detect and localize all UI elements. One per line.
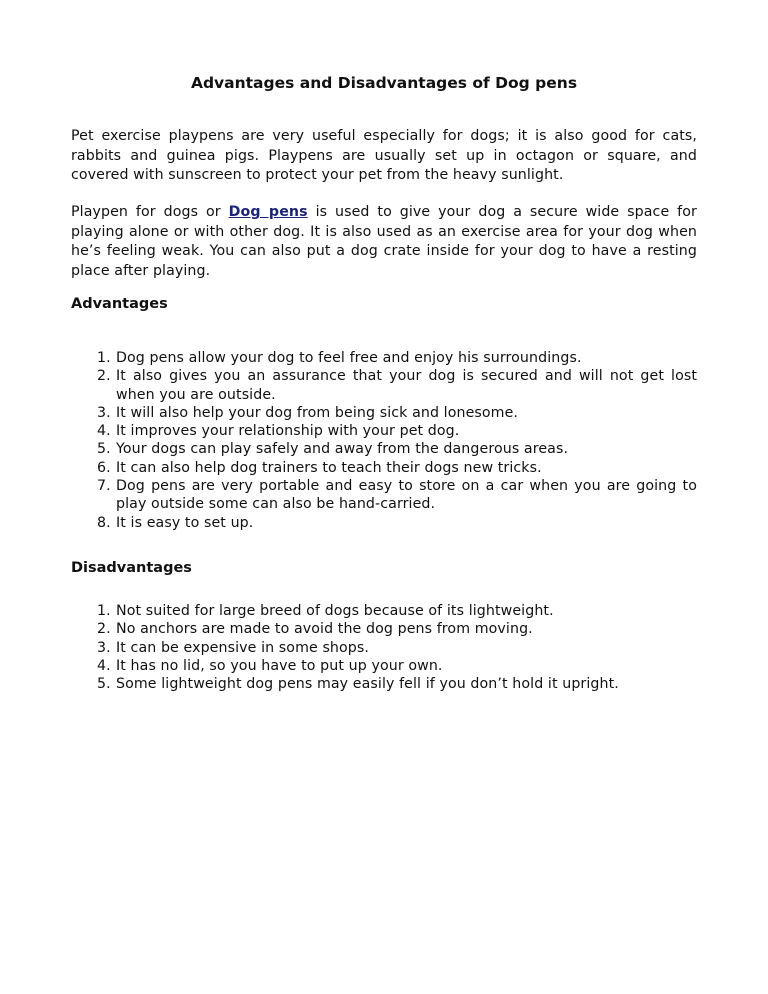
advantages-list (71, 349, 697, 532)
dog-pens-paragraph (71, 203, 697, 281)
list-item-text: It has no lid, so you have to put up your own. (116, 657, 443, 674)
list-item-text: It is easy to set up. (116, 514, 254, 531)
list-item-number: 5. (97, 441, 111, 458)
list-item (71, 602, 697, 620)
list-item-text: Some lightweight dog pens may easily fell if you don’t hold it upright. (116, 676, 619, 693)
list-item-text: It will also help your dog from being sick and lonesome. (116, 404, 519, 421)
paragraph-text-after-link: is used to give your dog a secure wide space for playing alone or with other dog. It is also used as an exercise area for your dog when he’s feeling weak. You can also put a dog crate inside for your dog to have a resting place after playing. (71, 204, 697, 279)
list-item (71, 620, 697, 638)
list-item-number: 6. (97, 459, 111, 476)
list-item-number: 2. (97, 368, 111, 385)
list-item-text: Your dogs can play safely and away from the dangerous areas. (116, 441, 569, 458)
disadvantages-list (71, 602, 697, 693)
list-item-number: 3. (97, 639, 111, 656)
list-item (71, 514, 697, 532)
list-item-text: Not suited for large breed of dogs because of its lightweight. (116, 603, 554, 619)
list-item-number: 8. (97, 514, 111, 531)
list-item-text: It also gives you an assurance that your dog is secured and will not get lost when you are outside. (116, 368, 697, 403)
list-item (71, 349, 697, 367)
list-item-number: 2. (97, 621, 111, 638)
list-item-text: Dog pens are very portable and easy to store on a car when you are going to play outside some can also be hand-carried. (116, 478, 697, 513)
advantages-heading: Advantages (71, 296, 168, 312)
list-item (71, 422, 697, 440)
list-item-text: Dog pens allow your dog to feel free and enjoy his surroundings. (116, 350, 582, 366)
list-item-text: It can be expensive in some shops. (116, 639, 370, 656)
list-item-number: 4. (97, 423, 111, 440)
list-item (71, 440, 697, 458)
disadvantages-heading: Disadvantages (71, 560, 192, 576)
list-item-text: No anchors are made to avoid the dog pens from moving. (116, 621, 533, 638)
list-item (71, 404, 697, 422)
list-item-number: 1. (97, 603, 111, 619)
list-item-number: 1. (97, 350, 111, 366)
list-item-number: 7. (97, 478, 111, 495)
list-item (71, 459, 697, 477)
dog-pens-link[interactable]: Dog pens (228, 204, 308, 220)
list-item (71, 639, 697, 657)
list-item-number: 3. (97, 404, 111, 421)
list-item-text: It can also help dog trainers to teach their dogs new tricks. (116, 459, 542, 476)
list-item-number: 5. (97, 676, 111, 693)
list-item-number: 4. (97, 657, 111, 674)
list-item (71, 367, 697, 404)
list-item (71, 477, 697, 514)
intro-paragraph: Pet exercise playpens are very useful especially for dogs; it is also good for cats, rabbits and guinea pigs. Playpens are usually set up in octagon or square, and covered with sunscreen to protect your pet from the heavy sunlight. (71, 128, 697, 183)
list-item (71, 657, 697, 675)
list-item-text: It improves your relationship with your pet dog. (116, 423, 460, 440)
paragraph-text-before-link: Playpen for dogs or (71, 204, 229, 220)
document-title: Advantages and Disadvantages of Dog pens (190, 74, 578, 92)
list-item (71, 675, 697, 693)
